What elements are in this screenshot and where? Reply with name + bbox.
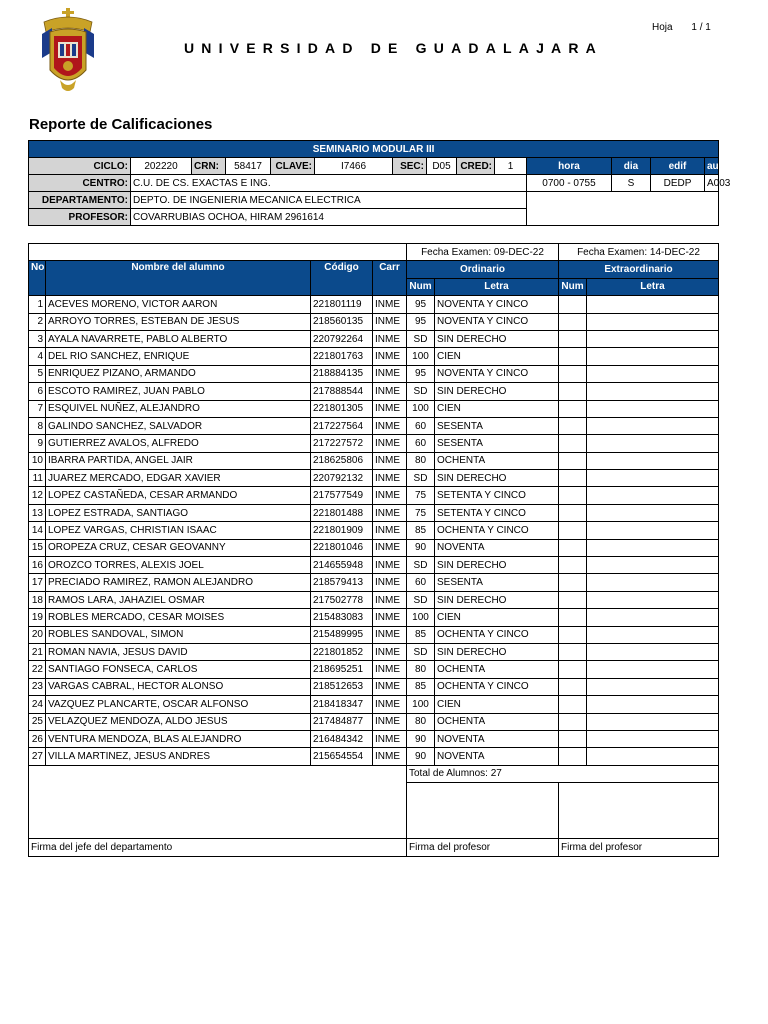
- ext-grade-letter: [587, 539, 719, 556]
- university-crest-logo: [40, 8, 96, 94]
- student-name: LOPEZ CASTAÑEDA, CESAR ARMANDO: [46, 487, 311, 504]
- ord-num-header: Num: [407, 278, 435, 295]
- col-nombre-header: Nombre del alumno: [46, 261, 311, 296]
- student-code: 215489995: [311, 626, 373, 643]
- student-name: AYALA NAVARRETE, PABLO ALBERTO: [46, 330, 311, 347]
- ext-grade-num: [559, 574, 587, 591]
- ext-grade-letter: [587, 748, 719, 765]
- table-row: [29, 400, 719, 417]
- student-no: 27: [29, 748, 46, 765]
- ord-grade-letter: CIEN: [435, 400, 559, 417]
- profesor-value: COVARRUBIAS OCHOA, HIRAM 2961614: [131, 209, 527, 226]
- ext-grade-letter: [587, 504, 719, 521]
- ord-letra-header: Letra: [435, 278, 559, 295]
- student-no: 3: [29, 330, 46, 347]
- student-name: GUTIERREZ AVALOS, ALFREDO: [46, 435, 311, 452]
- ord-grade-letter: OCHENTA: [435, 713, 559, 730]
- student-code: 221801305: [311, 400, 373, 417]
- ord-grade-letter: SETENTA Y CINCO: [435, 487, 559, 504]
- ext-grade-letter: [587, 696, 719, 713]
- ord-grade-letter: NOVENTA Y CINCO: [435, 313, 559, 330]
- student-no: 8: [29, 417, 46, 434]
- ord-grade-num: 100: [407, 348, 435, 365]
- ext-grade-letter: [587, 417, 719, 434]
- student-career: INME: [373, 365, 407, 382]
- student-no: 5: [29, 365, 46, 382]
- ord-grade-letter: CIEN: [435, 609, 559, 626]
- ext-grade-num: [559, 522, 587, 539]
- table-row: [29, 591, 719, 608]
- ord-grade-num: SD: [407, 591, 435, 608]
- ord-grade-letter: SESENTA: [435, 435, 559, 452]
- student-no: 9: [29, 435, 46, 452]
- departamento-value: DEPTO. DE INGENIERIA MECANICA ELECTRICA: [131, 192, 527, 209]
- student-name: GALINDO SANCHEZ, SALVADOR: [46, 417, 311, 434]
- table-row: [29, 713, 719, 730]
- table-row: [29, 452, 719, 469]
- student-name: OROZCO TORRES, ALEXIS JOEL: [46, 557, 311, 574]
- fecha-extraordinario: Fecha Examen: 14-DEC-22: [559, 244, 719, 261]
- ext-letra-header: Letra: [587, 278, 719, 295]
- edif-header: edif: [651, 158, 705, 175]
- grades-table: [28, 243, 719, 857]
- ext-grade-num: [559, 643, 587, 660]
- ext-grade-letter: [587, 435, 719, 452]
- ext-grade-num: [559, 696, 587, 713]
- student-code: 217577549: [311, 487, 373, 504]
- profesor-label: PROFESOR:: [29, 209, 131, 226]
- ord-grade-letter: SIN DERECHO: [435, 330, 559, 347]
- student-name: DEL RIO SANCHEZ, ENRIQUE: [46, 348, 311, 365]
- ord-grade-letter: NOVENTA: [435, 730, 559, 747]
- page-indicator: [652, 22, 711, 33]
- ord-grade-num: 75: [407, 487, 435, 504]
- table-row: [29, 330, 719, 347]
- student-no: 22: [29, 661, 46, 678]
- student-no: 25: [29, 713, 46, 730]
- student-no: 1: [29, 296, 46, 313]
- ext-grade-letter: [587, 452, 719, 469]
- ext-grade-num: [559, 452, 587, 469]
- ext-grade-letter: [587, 574, 719, 591]
- ext-grade-letter: [587, 296, 719, 313]
- ord-grade-num: 75: [407, 504, 435, 521]
- student-no: 20: [29, 626, 46, 643]
- table-row: [29, 313, 719, 330]
- student-name: JUAREZ MERCADO, EDGAR XAVIER: [46, 470, 311, 487]
- student-no: 6: [29, 383, 46, 400]
- ext-grade-num: [559, 678, 587, 695]
- signature-space-2: [559, 783, 719, 839]
- ord-grade-letter: SESENTA: [435, 574, 559, 591]
- ext-grade-letter: [587, 661, 719, 678]
- ext-grade-letter: [587, 643, 719, 660]
- student-name: ROBLES SANDOVAL, SIMON: [46, 626, 311, 643]
- student-code: 215654554: [311, 748, 373, 765]
- ext-grade-letter: [587, 330, 719, 347]
- student-code: 221801763: [311, 348, 373, 365]
- table-row: [29, 678, 719, 695]
- ext-grade-letter: [587, 609, 719, 626]
- student-no: 2: [29, 313, 46, 330]
- ord-grade-num: SD: [407, 383, 435, 400]
- ciclo-value: 202220: [131, 158, 192, 175]
- ord-grade-num: 60: [407, 435, 435, 452]
- table-row: [29, 365, 719, 382]
- ord-grade-num: 80: [407, 452, 435, 469]
- student-name: SANTIAGO FONSECA, CARLOS: [46, 661, 311, 678]
- edif-value: DEDP: [651, 175, 705, 192]
- ext-grade-letter: [587, 730, 719, 747]
- table-row: [29, 383, 719, 400]
- student-code: 220792264: [311, 330, 373, 347]
- table-row: [29, 730, 719, 747]
- ord-grade-num: 100: [407, 696, 435, 713]
- ext-grade-num: [559, 417, 587, 434]
- student-no: 13: [29, 504, 46, 521]
- student-career: INME: [373, 348, 407, 365]
- student-code: 217888544: [311, 383, 373, 400]
- student-name: ROMAN NAVIA, JESUS DAVID: [46, 643, 311, 660]
- table-row: [29, 609, 719, 626]
- student-name: ACEVES MORENO, VICTOR AARON: [46, 296, 311, 313]
- student-code: 220792132: [311, 470, 373, 487]
- ord-grade-num: SD: [407, 330, 435, 347]
- table-row: [29, 522, 719, 539]
- student-no: 17: [29, 574, 46, 591]
- ord-grade-num: 80: [407, 661, 435, 678]
- centro-label: CENTRO:: [29, 175, 131, 192]
- table-row: [29, 696, 719, 713]
- cred-value: 1: [495, 158, 527, 175]
- student-career: INME: [373, 748, 407, 765]
- ord-grade-num: 60: [407, 417, 435, 434]
- page-label: Hoja: [652, 22, 673, 33]
- sec-label: SEC:: [393, 158, 427, 175]
- student-code: 221801046: [311, 539, 373, 556]
- ord-grade-letter: OCHENTA Y CINCO: [435, 678, 559, 695]
- ord-grade-letter: CIEN: [435, 348, 559, 365]
- student-no: 23: [29, 678, 46, 695]
- ciclo-label: CICLO:: [29, 158, 131, 175]
- student-career: INME: [373, 661, 407, 678]
- ext-grade-num: [559, 365, 587, 382]
- student-code: 217227572: [311, 435, 373, 452]
- student-no: 7: [29, 400, 46, 417]
- ord-grade-letter: SIN DERECHO: [435, 557, 559, 574]
- student-code: 218579413: [311, 574, 373, 591]
- student-code: 221801852: [311, 643, 373, 660]
- student-code: 218560135: [311, 313, 373, 330]
- ord-grade-num: SD: [407, 643, 435, 660]
- col-codigo-header: Código: [311, 261, 373, 296]
- ext-grade-num: [559, 539, 587, 556]
- extraordinario-header: Extraordinario: [559, 261, 719, 278]
- student-no: 11: [29, 470, 46, 487]
- student-code: 221801909: [311, 522, 373, 539]
- student-no: 24: [29, 696, 46, 713]
- student-code: 216484342: [311, 730, 373, 747]
- student-career: INME: [373, 574, 407, 591]
- student-no: 26: [29, 730, 46, 747]
- dia-value: S: [612, 175, 651, 192]
- departamento-label: DEPARTAMENTO:: [29, 192, 131, 209]
- blank-left-area: [29, 765, 407, 838]
- ord-grade-num: 90: [407, 748, 435, 765]
- student-code: 217227564: [311, 417, 373, 434]
- ord-grade-letter: OCHENTA Y CINCO: [435, 626, 559, 643]
- hora-header: hora: [527, 158, 612, 175]
- aula-header: aula: [705, 158, 719, 175]
- course-name: SEMINARIO MODULAR III: [29, 141, 719, 158]
- ext-grade-num: [559, 713, 587, 730]
- student-code: 217484877: [311, 713, 373, 730]
- ext-grade-num: [559, 557, 587, 574]
- crn-value: 58417: [226, 158, 271, 175]
- crn-label: CRN:: [192, 158, 226, 175]
- ord-grade-letter: SIN DERECHO: [435, 470, 559, 487]
- table-row: [29, 487, 719, 504]
- ext-grade-num: [559, 487, 587, 504]
- table-row: [29, 748, 719, 765]
- student-name: VENTURA MENDOZA, BLAS ALEJANDRO: [46, 730, 311, 747]
- student-no: 10: [29, 452, 46, 469]
- student-name: ESCOTO RAMIREZ, JUAN PABLO: [46, 383, 311, 400]
- aula-value: A003: [705, 175, 719, 192]
- student-career: INME: [373, 522, 407, 539]
- ext-grade-num: [559, 661, 587, 678]
- student-career: INME: [373, 609, 407, 626]
- student-career: INME: [373, 696, 407, 713]
- ext-grade-num: [559, 748, 587, 765]
- ext-grade-letter: [587, 470, 719, 487]
- student-career: INME: [373, 713, 407, 730]
- sec-value: D05: [427, 158, 457, 175]
- student-name: LOPEZ VARGAS, CHRISTIAN ISAAC: [46, 522, 311, 539]
- course-info-table: [28, 140, 731, 226]
- ord-grade-letter: OCHENTA: [435, 452, 559, 469]
- student-career: INME: [373, 678, 407, 695]
- table-row: [29, 348, 719, 365]
- clave-label: CLAVE:: [271, 158, 315, 175]
- student-career: INME: [373, 435, 407, 452]
- ord-grade-num: SD: [407, 470, 435, 487]
- ext-grade-letter: [587, 400, 719, 417]
- student-no: 12: [29, 487, 46, 504]
- student-name: ARROYO TORRES, ESTEBAN DE JESUS: [46, 313, 311, 330]
- schedule-blank: [527, 192, 719, 226]
- ext-grade-num: [559, 591, 587, 608]
- ord-grade-num: 80: [407, 713, 435, 730]
- ordinario-header: Ordinario: [407, 261, 559, 278]
- table-row: [29, 626, 719, 643]
- ord-grade-num: 95: [407, 313, 435, 330]
- ord-grade-letter: SIN DERECHO: [435, 591, 559, 608]
- student-code: 218884135: [311, 365, 373, 382]
- signature-space-1: [407, 783, 559, 839]
- student-career: INME: [373, 643, 407, 660]
- ord-grade-letter: NOVENTA: [435, 539, 559, 556]
- student-career: INME: [373, 626, 407, 643]
- table-row: [29, 417, 719, 434]
- ord-grade-letter: OCHENTA: [435, 661, 559, 678]
- ext-grade-num: [559, 383, 587, 400]
- student-code: 217502778: [311, 591, 373, 608]
- table-row: [29, 661, 719, 678]
- student-code: 218695251: [311, 661, 373, 678]
- ext-grade-letter: [587, 383, 719, 400]
- ext-grade-num: [559, 504, 587, 521]
- blank-top: [29, 244, 407, 261]
- ext-grade-num: [559, 296, 587, 313]
- ord-grade-letter: CIEN: [435, 696, 559, 713]
- student-name: IBARRA PARTIDA, ANGEL JAIR: [46, 452, 311, 469]
- ord-grade-num: 85: [407, 626, 435, 643]
- student-career: INME: [373, 591, 407, 608]
- student-no: 19: [29, 609, 46, 626]
- student-career: INME: [373, 557, 407, 574]
- ord-grade-num: 60: [407, 574, 435, 591]
- student-career: INME: [373, 487, 407, 504]
- ord-grade-num: 85: [407, 522, 435, 539]
- student-code: 218625806: [311, 452, 373, 469]
- student-name: ROBLES MERCADO, CESAR MOISES: [46, 609, 311, 626]
- ext-grade-letter: [587, 713, 719, 730]
- total-alumnos: Total de Alumnos: 27: [407, 765, 719, 782]
- student-no: 18: [29, 591, 46, 608]
- student-name: ENRIQUEZ PIZANO, ARMANDO: [46, 365, 311, 382]
- table-row: [29, 539, 719, 556]
- ord-grade-letter: SESENTA: [435, 417, 559, 434]
- ord-grade-letter: NOVENTA: [435, 748, 559, 765]
- student-code: 214655948: [311, 557, 373, 574]
- ext-grade-num: [559, 626, 587, 643]
- ord-grade-num: 90: [407, 730, 435, 747]
- ord-grade-letter: NOVENTA Y CINCO: [435, 365, 559, 382]
- ord-grade-num: SD: [407, 557, 435, 574]
- ext-grade-letter: [587, 557, 719, 574]
- student-no: 14: [29, 522, 46, 539]
- student-code: 221801119: [311, 296, 373, 313]
- ext-grade-letter: [587, 348, 719, 365]
- student-career: INME: [373, 730, 407, 747]
- student-name: OROPEZA CRUZ, CESAR GEOVANNY: [46, 539, 311, 556]
- page-value: 1 / 1: [691, 22, 711, 33]
- table-row: [29, 643, 719, 660]
- student-career: INME: [373, 330, 407, 347]
- student-code: 215483083: [311, 609, 373, 626]
- ext-grade-num: [559, 348, 587, 365]
- ext-grade-letter: [587, 626, 719, 643]
- table-row: [29, 504, 719, 521]
- hora-value: 0700 - 0755: [527, 175, 612, 192]
- student-name: VELAZQUEZ MENDOZA, ALDO JESUS: [46, 713, 311, 730]
- ord-grade-num: 100: [407, 609, 435, 626]
- student-name: VARGAS CABRAL, HECTOR ALONSO: [46, 678, 311, 695]
- student-name: VILLA MARTINEZ, JESUS ANDRES: [46, 748, 311, 765]
- student-name: RAMOS LARA, JAHAZIEL OSMAR: [46, 591, 311, 608]
- student-career: INME: [373, 452, 407, 469]
- ext-grade-num: [559, 730, 587, 747]
- student-career: INME: [373, 400, 407, 417]
- student-code: 218418347: [311, 696, 373, 713]
- firma-jefe-label: Firma del jefe del departamento: [29, 839, 407, 856]
- student-career: INME: [373, 539, 407, 556]
- ord-grade-letter: NOVENTA Y CINCO: [435, 296, 559, 313]
- centro-value: C.U. DE CS. EXACTAS E ING.: [131, 175, 527, 192]
- ext-grade-letter: [587, 313, 719, 330]
- ext-grade-num: [559, 435, 587, 452]
- table-row: [29, 574, 719, 591]
- ord-grade-num: 90: [407, 539, 435, 556]
- table-row: [29, 470, 719, 487]
- student-no: 15: [29, 539, 46, 556]
- ord-grade-letter: SIN DERECHO: [435, 383, 559, 400]
- student-career: INME: [373, 383, 407, 400]
- ext-grade-letter: [587, 591, 719, 608]
- ext-grade-letter: [587, 487, 719, 504]
- ord-grade-letter: SETENTA Y CINCO: [435, 504, 559, 521]
- student-name: LOPEZ ESTRADA, SANTIAGO: [46, 504, 311, 521]
- student-code: 218512653: [311, 678, 373, 695]
- fecha-ordinario: Fecha Examen: 09-DEC-22: [407, 244, 559, 261]
- ord-grade-letter: OCHENTA Y CINCO: [435, 522, 559, 539]
- table-row: [29, 557, 719, 574]
- ord-grade-num: 85: [407, 678, 435, 695]
- student-career: INME: [373, 470, 407, 487]
- student-career: INME: [373, 296, 407, 313]
- table-row: [29, 296, 719, 313]
- col-no-header: No: [29, 261, 46, 296]
- student-career: INME: [373, 504, 407, 521]
- student-no: 4: [29, 348, 46, 365]
- table-row: [29, 435, 719, 452]
- student-code: 221801488: [311, 504, 373, 521]
- student-no: 21: [29, 643, 46, 660]
- student-career: INME: [373, 313, 407, 330]
- ext-grade-num: [559, 609, 587, 626]
- col-carr-header: Carr: [373, 261, 407, 296]
- ext-num-header: Num: [559, 278, 587, 295]
- university-name: UNIVERSIDAD DE GUADALAJARA: [184, 40, 603, 56]
- student-name: ESQUIVEL NUÑEZ, ALEJANDRO: [46, 400, 311, 417]
- ord-grade-letter: SIN DERECHO: [435, 643, 559, 660]
- firma-profesor-label-1: Firma del profesor: [407, 839, 559, 856]
- student-career: INME: [373, 417, 407, 434]
- ord-grade-num: 95: [407, 296, 435, 313]
- report-title: Reporte de Calificaciones: [29, 116, 213, 133]
- firma-profesor-label-2: Firma del profesor: [559, 839, 719, 856]
- ord-grade-num: 100: [407, 400, 435, 417]
- ext-grade-num: [559, 330, 587, 347]
- ext-grade-num: [559, 400, 587, 417]
- ext-grade-num: [559, 470, 587, 487]
- ext-grade-num: [559, 313, 587, 330]
- cred-label: CRED:: [457, 158, 495, 175]
- student-no: 16: [29, 557, 46, 574]
- ext-grade-letter: [587, 522, 719, 539]
- ord-grade-num: 95: [407, 365, 435, 382]
- ext-grade-letter: [587, 678, 719, 695]
- student-name: PRECIADO RAMIREZ, RAMON ALEJANDRO: [46, 574, 311, 591]
- clave-value: I7466: [315, 158, 393, 175]
- dia-header: dia: [612, 158, 651, 175]
- ext-grade-letter: [587, 365, 719, 382]
- student-name: VAZQUEZ PLANCARTE, OSCAR ALFONSO: [46, 696, 311, 713]
